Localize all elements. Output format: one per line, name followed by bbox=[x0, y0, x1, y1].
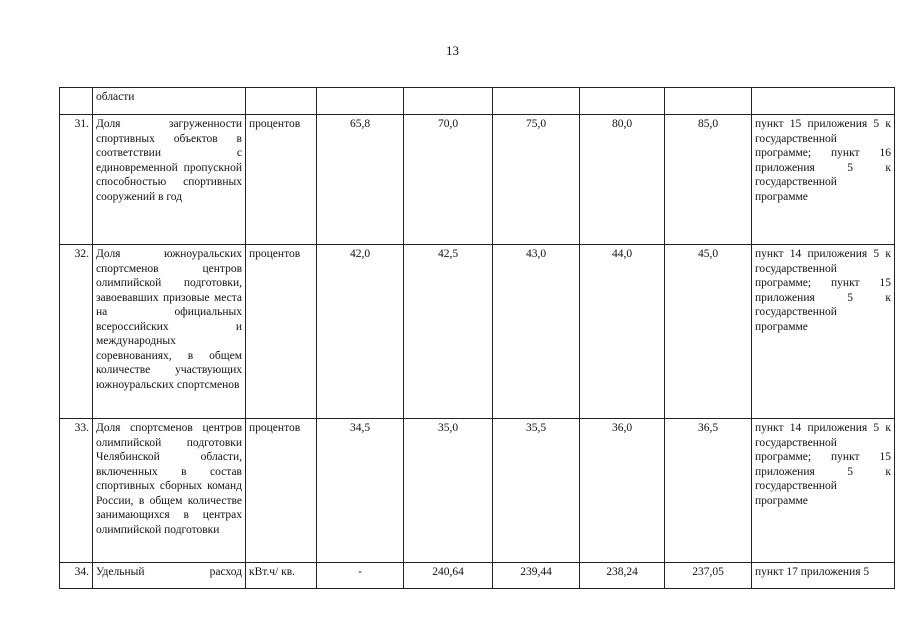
cell-value: 238,24 bbox=[580, 563, 665, 589]
cell-value bbox=[580, 88, 665, 115]
cell-indicator-name: области bbox=[93, 88, 246, 115]
cell-value: 65,8 bbox=[317, 115, 404, 245]
cell-unit: процентов bbox=[246, 115, 317, 245]
cell-value: 239,44 bbox=[493, 563, 580, 589]
cell-value: 45,0 bbox=[665, 245, 752, 419]
indicators-table bbox=[59, 87, 895, 589]
cell-number bbox=[60, 88, 93, 115]
cell-value: 85,0 bbox=[665, 115, 752, 245]
table-row bbox=[60, 563, 895, 589]
cell-value: 35,5 bbox=[493, 419, 580, 563]
cell-value: 43,0 bbox=[493, 245, 580, 419]
cell-value: 36,5 bbox=[665, 419, 752, 563]
cell-unit: процентов bbox=[246, 419, 317, 563]
cell-unit: процентов bbox=[246, 245, 317, 419]
cell-indicator-name: Доля южноуральских спортсменов центров олимпийской подготовки, завоевавших призовые места на официальных всероссийских и международных соревнованиях, в общем количестве участвующих южноуральских спортсменов bbox=[93, 245, 246, 419]
cell-value: 34,5 bbox=[317, 419, 404, 563]
cell-value: 240,64 bbox=[404, 563, 493, 589]
cell-indicator-name: Доля загруженности спортивных объектов в соответствии с единовременной пропускной способностью спортивных сооружений в год bbox=[93, 115, 246, 245]
cell-source: пункт 14 приложения 5 к государственной программе; пункт 15 приложения 5 к государственной программе bbox=[752, 419, 895, 563]
cell-value: 70,0 bbox=[404, 115, 493, 245]
cell-value: - bbox=[317, 563, 404, 589]
table-row bbox=[60, 419, 895, 563]
cell-value bbox=[493, 88, 580, 115]
cell-value: 42,5 bbox=[404, 245, 493, 419]
cell-indicator-name: Доля спортсменов центров олимпийской подготовки Челябинской области, включенных в состав спортивных сборных команд России, в общем количестве занимающихся в центрах олимпийской подготовки bbox=[93, 419, 246, 563]
cell-value: 75,0 bbox=[493, 115, 580, 245]
cell-number: 32. bbox=[60, 245, 93, 419]
cell-value: 80,0 bbox=[580, 115, 665, 245]
cell-unit: кВт.ч/ кв. bbox=[246, 563, 317, 589]
cell-value: 36,0 bbox=[580, 419, 665, 563]
cell-source: пункт 14 приложения 5 к государственной программе; пункт 15 приложения 5 к государственной программе bbox=[752, 245, 895, 419]
cell-value bbox=[404, 88, 493, 115]
table-row-continuation bbox=[60, 88, 895, 115]
cell-number: 34. bbox=[60, 563, 93, 589]
cell-value: 44,0 bbox=[580, 245, 665, 419]
table-row bbox=[60, 115, 895, 245]
cell-number: 31. bbox=[60, 115, 93, 245]
cell-value bbox=[665, 88, 752, 115]
cell-source: пункт 17 приложения 5 bbox=[752, 563, 895, 589]
cell-unit bbox=[246, 88, 317, 115]
cell-value: 42,0 bbox=[317, 245, 404, 419]
cell-value: 237,05 bbox=[665, 563, 752, 589]
table-row bbox=[60, 245, 895, 419]
cell-source: пункт 15 приложения 5 к государственной программе; пункт 16 приложения 5 к государственной программе bbox=[752, 115, 895, 245]
page-number: 13 bbox=[446, 43, 459, 58]
cell-value bbox=[317, 88, 404, 115]
cell-value: 35,0 bbox=[404, 419, 493, 563]
cell-number: 33. bbox=[60, 419, 93, 563]
cell-indicator-name: Удельный расход bbox=[93, 563, 246, 589]
cell-source bbox=[752, 88, 895, 115]
